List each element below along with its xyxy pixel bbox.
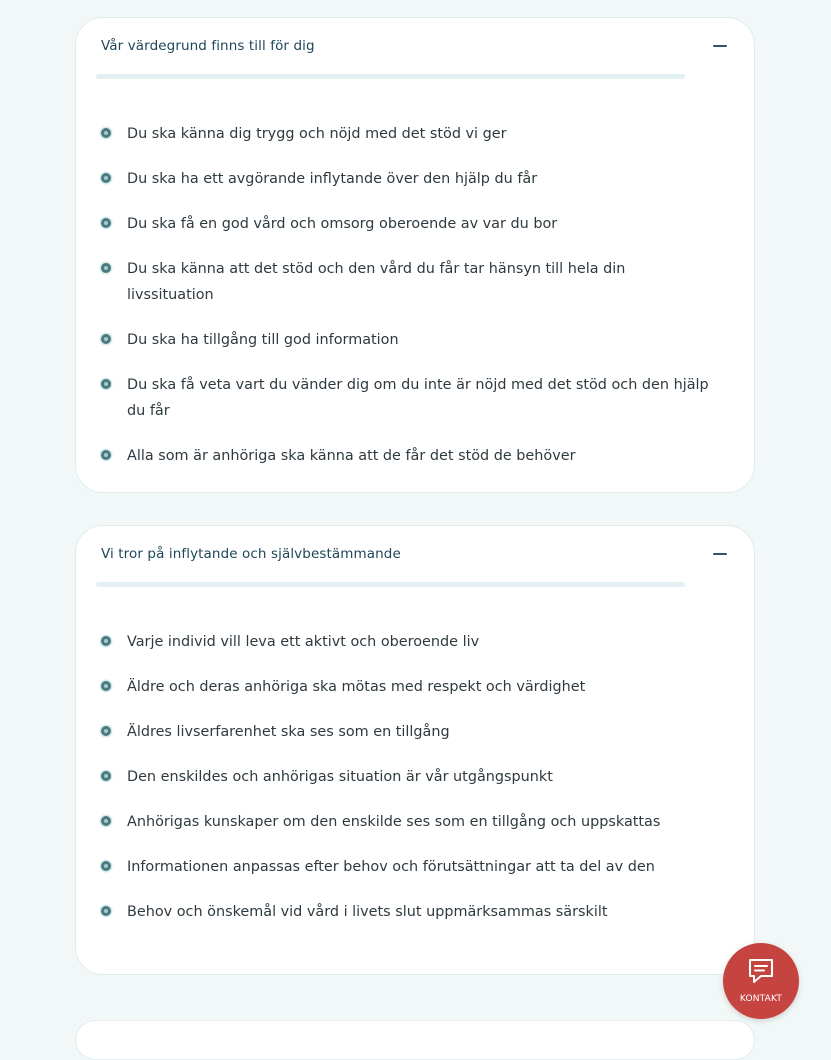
list-item-text: Behov och önskemål vid vård i livets slut uppmärksammas särskilt: [127, 904, 608, 920]
bullet-icon: [101, 379, 111, 389]
section-title: Vi tror på inflytande och självbestämmande: [101, 546, 401, 562]
list-item-text: Du ska ha tillgång till god information: [127, 332, 399, 348]
list-item: [101, 327, 714, 353]
list-item: [101, 443, 714, 469]
values-list: [101, 121, 714, 469]
list-item: [101, 674, 714, 700]
list-item: [101, 899, 714, 925]
list-item-text: Du ska känna att det stöd och den vård du får tar hänsyn till hela din livssituation: [127, 261, 626, 303]
section-title: Vår värdegrund finns till för dig: [101, 38, 315, 54]
list-item-text: Du ska få en god vård och omsorg oberoende av var du bor: [127, 216, 558, 232]
list-item: [101, 854, 714, 880]
list-item: [101, 121, 714, 147]
bullet-icon: [101, 906, 111, 916]
contact-label: KONTAKT: [739, 994, 783, 1004]
bullet-icon: [101, 263, 111, 273]
list-item-text: Alla som är anhöriga ska känna att de får det stöd de behöver: [127, 448, 576, 464]
list-item: [101, 629, 714, 655]
list-item-text: Äldres livserfarenhet ska ses som en tillgång: [127, 724, 450, 740]
collapse-icon[interactable]: [710, 544, 730, 564]
collapse-icon[interactable]: [710, 36, 730, 56]
bullet-icon: [101, 861, 111, 871]
chat-icon: [745, 955, 777, 987]
list-item: [101, 166, 714, 192]
list-item-text: Varje individ vill leva ett aktivt och oberoende liv: [127, 634, 480, 650]
list-item-text: Äldre och deras anhöriga ska mötas med respekt och värdighet: [127, 679, 586, 695]
bullet-icon: [101, 173, 111, 183]
list-item-text: Du ska känna dig trygg och nöjd med det stöd vi ger: [127, 126, 507, 142]
list-item-text: Anhörigas kunskaper om den enskilde ses som en tillgång och uppskattas: [127, 814, 661, 830]
bullet-icon: [101, 218, 111, 228]
bullet-icon: [101, 128, 111, 138]
section-divider: [96, 582, 685, 587]
list-item-text: Du ska få veta vart du vänder dig om du inte är nöjd med det stöd och den hjälp du får: [127, 377, 709, 419]
bullet-icon: [101, 816, 111, 826]
bullet-icon: [101, 771, 111, 781]
accordion-section-values: [75, 17, 755, 493]
list-item-text: Du ska ha ett avgörande inflytande över den hjälp du får: [127, 171, 538, 187]
list-item-text: Informationen anpassas efter behov och förutsättningar att ta del av den: [127, 859, 655, 875]
list-item: [101, 809, 714, 835]
contact-button[interactable]: [723, 943, 799, 1019]
bullet-icon: [101, 636, 111, 646]
accordion-header-values[interactable]: [76, 18, 754, 76]
list-item-text: Den enskildes och anhörigas situation är vår utgångspunkt: [127, 769, 553, 785]
accordion-header-influence[interactable]: [76, 526, 754, 584]
bullet-icon: [101, 334, 111, 344]
section-divider: [96, 74, 685, 79]
influence-list: [101, 629, 714, 925]
list-item: [101, 719, 714, 745]
list-item: [101, 372, 714, 424]
list-item: [101, 211, 714, 237]
list-item: [101, 256, 714, 308]
list-item: [101, 764, 714, 790]
bullet-icon: [101, 450, 111, 460]
accordion-section-next[interactable]: [75, 1020, 755, 1060]
bullet-icon: [101, 681, 111, 691]
bullet-icon: [101, 726, 111, 736]
accordion-section-influence: [75, 525, 755, 975]
